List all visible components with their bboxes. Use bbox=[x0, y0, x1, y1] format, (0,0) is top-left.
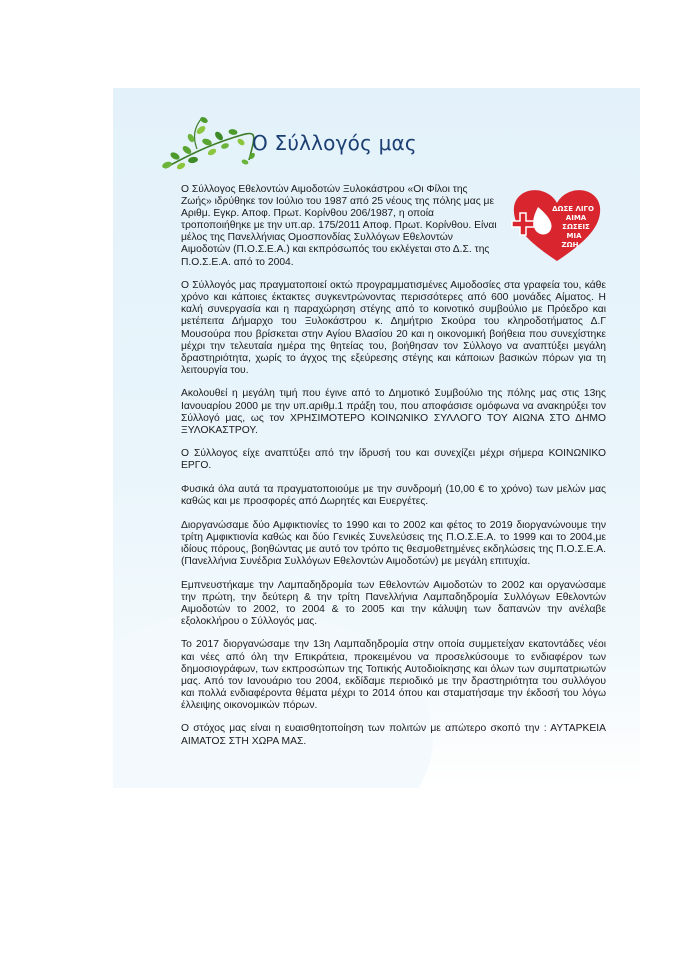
paragraph-honor: Ακολουθεί η μεγάλη τιμή που έγινε από το Δημοτικό Συμβούλιο της πόλης μας στις 13ης Ιανουαρίου 2000 με την υπ.αριθμ.1 πράξη του, που αποφάσισε ομόφωνα να ανακηρύξει τον Σύλλογό μας, ως τον ΧΡΗΣΙΜΟΤΕΡΟ ΚΟΙΝΩΝΙΚΟ ΣΥΛΛΟΓΟ ΤΟΥ ΑΙΩΝΑ ΣΤΟ ΔΗΜΟ ΞΥΛΟΚΑΣΤΡΟΥ. bbox=[181, 388, 606, 436]
paragraph-2017-relay: Το 2017 διοργανώσαμε την 13η Λαμπαδηδρομία στην οποία συμμετείχαν εκατοντάδες νέοι και νέες από όλη την Επικράτεια, προκειμένου να προσελκύσουμε το ενδιαφέρον των δημοσιογράφων, των εκπροσώπων της Τοπικής Αυτοδιοίκησης και όλων των συμπατριωτών μας. Από τον Ιανουάριο του 2004, εκδίδαμε περιοδικό με την δραστηριότητα του συλλόγου και πολλά ενδιαφέροντα θέματα μέχρι το 2014 όπου και σταματήσαμε την έκδοσή του λόγω έλλειψης οικονομικών πόρων. bbox=[181, 639, 606, 711]
paragraph-funding: Φυσικά όλα αυτά τα πραγματοποιούμε με την συνδρομή (10,00 € το χρόνο) των μελών μας καθώς και με προσφορές από Δωρητές και Ευεργέτες. bbox=[181, 483, 606, 508]
paragraph-amphictyonies: Διοργανώσαμε δύο Αμφικτιονίες το 1990 και το 2002 και φέτος το 2019 διοργανώνουμε την τρίτη Αμφικτιονία καθώς και δύο Γενικές Συνελεύσεις της Π.Ο.Σ.Ε.Α. το 1999 και το 2004,με ιδίους πόρους, βοηθώντας με αυτό τον τρόπο τις θεσμοθετημένες εκδηλώσεις της Π.Ο.Σ.Ε.Α. (Πανελλήνια Συνέδρια Συλλόγων Εθελοντών Αιμοδοτών) με μεγάλη επιτυχία. bbox=[181, 519, 606, 567]
logo-line-1: ΔΩΣΕ ΛΙΓΟ bbox=[552, 205, 594, 213]
logo-line-4: ΜΙΑ bbox=[566, 232, 582, 240]
logo-line-2: ΑΙΜΑ bbox=[565, 214, 587, 222]
page-title: Ο Σύλλογός μας bbox=[252, 131, 417, 155]
paragraph-blood-drives: Ο Σύλλογός μας πραγματοποιεί οκτώ προγραμματισμένες Αιμοδοσίες στα γραφεία του, κάθε χρόνο και κάποιες έκτακτες συγκεντρώνοντας περισσότερες από 600 μονάδες Αίματος. Η καλή συνεργασία και η παραχώρηση στέγης από το κοινοτικό συμβούλιο με Πρόεδρο και μετέπειτα Δήμαρχο του Ξυλοκάστρου κ. Δημήτριο Σκούρα του κληροδοτήματος Δ.Γ Μουσούρα που βρίσκεται στην Αγίου Βλασίου 20 και η οικονομική βοήθεια που συνεχίστηκε μέχρι την τελευταία ημέρα της θητείας του, βοήθησαν τον Σύλλογο να αναπτύξει μεγάλη δραστηριότητα, χωρίς το άγχος της εξεύρεσης στέγης και κάποιων βασικών πόρων για τη λειτουργία του. bbox=[181, 280, 606, 376]
paragraph-torch-relay: Εμπνευστήκαμε την Λαμπαδηδρομία των Εθελοντών Αιμοδοτών το 2002 και οργανώσαμε την πρώτη, την δεύτερη & την τρίτη Πανελλήνια Λαμπαδηδρομία Συλλόγων Εθελοντών Αιμοδοτών το 2002, το 2004 & το 2005 και την κάλυψη των δαπανών την ανέλαβε εξολοκλήρου ο Σύλλογός μας. bbox=[181, 579, 606, 627]
logo-line-3: ΣΩΣΕΙΣ bbox=[562, 223, 590, 231]
logo-line-5: ΖΩΗ bbox=[561, 241, 579, 249]
paragraph-social-work: Ο Σύλλογος είχε αναπτύξει από την ίδρυσή του και συνεχίζει μέχρι σήμερα ΚΟΙΝΩΝΙΚΟ ΕΡΓΟ. bbox=[181, 448, 606, 472]
paragraph-intro: Ο Σύλλογος Εθελοντών Αιμοδοτών Ξυλοκάστρου «Οι Φίλοι της Ζωής» ιδρύθηκε τον Ιούλιο του 1987 από 25 νέους της πόλης μας με Αριθμ. Εγκρ. Αποφ. Πρωτ. Κορίνθου 206/1987, η οποία τροποποιήθηκε με την υπ.αρ. 175/2011 Αποφ. Πρωτ. Κορίνθου. Είναι μέλος της Πανελλήνιας Ομοσπονδίας Συλλόγων Εθελοντών Αιμοδοτών (Π.Ο.Σ.Ε.Α.) και εκπρόσωπός του εκλέγεται στο Δ.Σ. της Π.Ο.Σ.Ε.Α. από το 2004. bbox=[181, 184, 497, 268]
paragraph-goal: Ο στόχος μας είναι η ευαισθητοποίηση των πολιτών με απώτερο σκοπό την : ΑΥΤΑΡΚΕΙΑ ΑΙΜΑΤΟΣ ΣΤΗ ΧΩΡΑ ΜΑΣ. bbox=[181, 723, 606, 747]
document-body bbox=[181, 184, 606, 759]
